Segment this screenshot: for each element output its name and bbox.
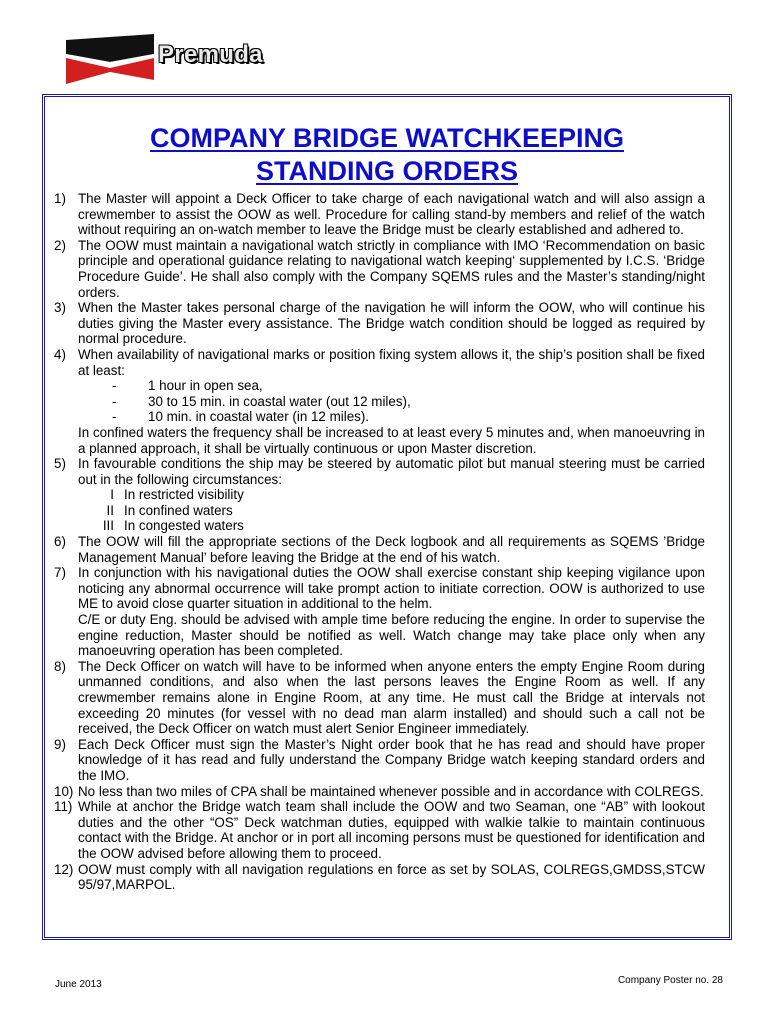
order-text: The Master will appoint a Deck Officer to take charge of each navigational watch and will also assign a crewmember to assist the OOW as well. Procedure for calling stand-by members and relief of the watch without requiring an on-watch member to leave the Bridge must be clearly established and adhered to. (78, 191, 705, 238)
order-number: 1) (54, 191, 66, 206)
roman-item-text: In restricted visibility (124, 487, 244, 503)
order-text: When the Master takes personal charge of the navigation he will inform the OOW, who will continue his duties giving the Master every assistance. The Bridge watch condition should be logged as required by normal procedure. (78, 300, 705, 347)
order-text: OOW must comply with all navigation regulations en force as set by SOLAS, COLREGS,GMDSS,STCW 95/97,MARPOL. (78, 861, 705, 893)
order-item (54, 238, 705, 300)
order-text: In conjunction with his navigational duties the OOW shall exercise constant ship keeping vigilance upon noticing any abnormal occurrence will take prompt action to initiate correction. OOW is authorized to use ME to avoid close quarter situation in additional to the helm. (78, 565, 705, 612)
order-number: 7) (54, 565, 66, 581)
order-item (54, 565, 705, 659)
order-number: 2) (54, 237, 66, 253)
list-item: II In confined waters (106, 502, 233, 518)
order-text: The Deck Officer on watch will have to be informed when anyone enters the empty Engine Room during unmanned conditions, and also when the last persons leaves the Engine Room as well. If any crewmember remains alone in Engine Room, at any time. He must call the Bridge at intervals not exceeding 20 minutes (for vessel with no dead man alarm installed) and should such a call not be received, the Deck Officer on watch must alert Senior Engineer immediately. (78, 658, 705, 737)
order-text: In favourable conditions the ship may be steered by automatic pilot but manual steering must be carried out in the following circumstances: (78, 456, 705, 487)
title-line-1: COMPANY BRIDGE WATCHKEEPING (149, 123, 625, 153)
order-item (54, 347, 705, 456)
order-number: 6) (54, 534, 66, 550)
premuda-logo-icon (66, 30, 154, 84)
bullet-text: 1 hour in open sea, (148, 378, 263, 394)
bullet-text: 30 to 15 min. in coastal water (out 12 miles), (148, 393, 411, 409)
orders-list (54, 191, 705, 893)
order-item (54, 300, 705, 347)
title-line-2: STANDING ORDERS (255, 156, 518, 186)
list-item: III In congested waters (102, 518, 244, 534)
order-number: 12) (54, 861, 74, 877)
order-text: While at anchor the Bridge watch team shall include the OOW and two Seaman, one “AB” with lookout duties and the other “OS” Deck watchman duties, equipped with walkie talkie to maintain continuous contact with the Bridge. At anchor or in port all incoming persons must be questioned for identification and the OOW advised before allowing them to proceed. (78, 799, 705, 861)
order-text: Each Deck Officer must sign the Master’s Night order book that he has read and should have proper knowledge of it has read and fully understand the Company Bridge watch keeping standard orders and the IMO. (78, 736, 705, 783)
list-item: I In restricted visibility (110, 487, 244, 503)
order-text: When availability of navigational marks or position fixing system allows it, the ship’s position shall be fixed at least: (78, 346, 705, 378)
order-item (54, 659, 705, 737)
order-number: 11) (54, 799, 73, 815)
order-item (54, 456, 705, 534)
order-item (54, 862, 705, 893)
footer-date: June 2013 (55, 979, 102, 990)
order-text: No less than two miles of CPA shall be maintained whenever possible and in accordance with COLREGS. (78, 783, 704, 799)
order-text-continued: In confined waters the frequency shall be increased to at least every 5 minutes and, when manoeuvring in a planned approach, it shall be virtually continuous or upon Master discretion. (78, 424, 705, 456)
order-text: The OOW must maintain a navigational watch strictly in compliance with IMO ‘Recommendation on basic principle and operational guidance relating to navigational watch keeping‘ supplemented by I.C.S. ‘Bridge Procedure Guide’. He shall also comply with the Company SQEMS rules and the Master’s standing/night orders. (78, 237, 705, 300)
list-item: - 30 to 15 min. in coastal water (out 12 miles), (112, 393, 411, 409)
order-item (54, 737, 705, 784)
order-text-continued: C/E or duty Eng. should be advised with ample time before reducing the engine. In order to supervise the engine reduction, Master should be notified as well. Watch change may take place only when any manoeuvring operation has been completed. (78, 612, 705, 659)
roman-item-text: In confined waters (124, 502, 233, 518)
order-number: 5) (54, 456, 66, 472)
order-number: 8) (54, 658, 66, 674)
order-item (54, 534, 705, 565)
bullet-text: 10 min. in coastal water (in 12 miles). (148, 409, 370, 425)
footer-poster-number: Company Poster no. 28 (617, 975, 723, 986)
page-title (42, 122, 732, 188)
order-item (54, 191, 705, 238)
order-number: 9) (54, 736, 66, 752)
order-number: 4) (54, 346, 66, 362)
order-item (54, 784, 705, 800)
order-text: The OOW will fill the appropriate sections of the Deck logbook and all requirements as SQEMS ’Bridge Management Manual’ before leaving the Bridge at the end of his watch. (78, 534, 705, 565)
order-number: 10) (54, 783, 74, 799)
brand-name: Premuda (158, 41, 263, 68)
order-item (54, 799, 705, 861)
order-number: 3) (54, 300, 66, 316)
roman-item-text: In congested waters (124, 518, 244, 534)
list-item: - 1 hour in open sea, (112, 378, 263, 394)
list-item: - 10 min. in coastal water (in 12 miles). (112, 409, 370, 425)
